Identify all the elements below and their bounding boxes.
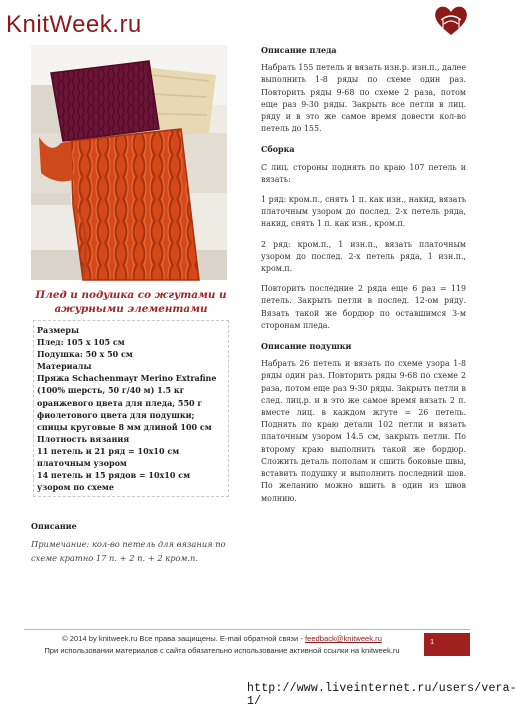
plaid-text: Набрать 155 петель и вязать изн.р. изн.п., далее выполнить 1-8 ряды по схеме один раз. Повторить ряды 9-68 по схеме 2 раза, потом еще раз 9-30 ряды. Закрыть все петли в лиц. ряду и в это же самое время довести кол-во петель до 155. — [261, 63, 466, 134]
instructions-column — [261, 44, 466, 513]
heart-logo-icon — [432, 3, 470, 37]
description-note: Примечание: кол-во петель для вязания по схеме кратно 17 п. + 2 п. + 2 кром.п. — [31, 539, 226, 563]
pillow-text: Набрать 26 петель и вязать по схеме узора 1-8 ряды один раз. Повторить ряды 9-68 по схеме 2 раза, потом еще раз 9-30 ряды. Закрыть петли в след. лиц.р. и в это же самое время вязать 2 п. вместе лиц. в каждом жгуте = 26 петель. Поднять по краю детали 102 петли и вязать платочным узором 14.5 см, закрыть петли. По второму краю выполнить такой же бордюр. Сложить деталь пополам и сшить боковые швы, вставить подушку и выполнить последний шов. По желанию можно вшить в один из швов молнию. — [261, 359, 466, 503]
assembly-paragraph: 1 ряд: кром.п., снять 1 п. как изн., накид, вязать платочным узором до послед. 2-х петель ряда, накид, снять 1 п. как изн., кром.п. — [261, 195, 466, 229]
specs-line: Плотность вязания — [37, 433, 130, 444]
specs-box — [33, 320, 229, 497]
assembly-paragraph: С лиц. стороны поднять по краю 107 петель и вязать: — [261, 162, 466, 184]
specs-line: Материалы — [37, 361, 92, 372]
page-number: 1 — [424, 633, 470, 656]
footer-copyright — [24, 634, 420, 643]
plaid-photo — [31, 45, 227, 280]
copyright-text: © 2014 by knitweek.ru Все права защищены. E-mail обратной связи - — [62, 634, 305, 643]
specs-line: Размеры — [37, 325, 79, 335]
feedback-email-link[interactable]: feedback@knitweek.ru — [304, 634, 382, 643]
pillow-heading: Описание подушки — [261, 341, 352, 352]
specs-line: 11 петель и 21 ряд = 10x10 см платочным узором — [37, 445, 180, 469]
specs-line: Плед: 105 x 105 см — [37, 337, 125, 348]
watermark-url: http://www.liveinternet.ru/users/vera-1/ — [247, 682, 517, 708]
assembly-heading: Сборка — [261, 144, 295, 155]
specs-line: Пряжа Schachenmayr Merino Extrafine (100% шерсть, 50 г/40 м) 1.5 кг оранжевого цвета для пледа, 550 г фиолетового цвета для подушки; спицы круговые 8 мм длиной 100 см — [37, 373, 217, 432]
specs-line: 14 петель и 15 рядов = 10x10 см узором по схеме — [37, 470, 191, 493]
assembly-paragraph: Повторить последние 2 ряда еще 6 раз = 119 петель. Закрыть петли в послед. 12-ом ряду. Вязать такой же бордюр по оставшимся 3-м сторонам пледа. — [261, 284, 466, 330]
plaid-heading: Описание пледа — [261, 45, 337, 55]
specs-line: Подушка: 50 x 50 см — [37, 349, 133, 360]
photo-caption: Плед и подушка со жгутами и ажурными элементами — [35, 289, 227, 315]
description-heading: Описание — [31, 521, 77, 531]
assembly-paragraph: 2 ряд: кром.п., 1 изн.п., вязать платочным узором до послед. 2-х петель ряда, 1 изн.п., кром.п. — [261, 239, 466, 274]
footer-divider — [24, 629, 470, 630]
site-logo[interactable]: KnitWeek.ru — [6, 11, 142, 38]
footer-notice: При использовании материалов с сайта обязательно использование активной ссылки на knitweek.ru — [44, 646, 400, 655]
